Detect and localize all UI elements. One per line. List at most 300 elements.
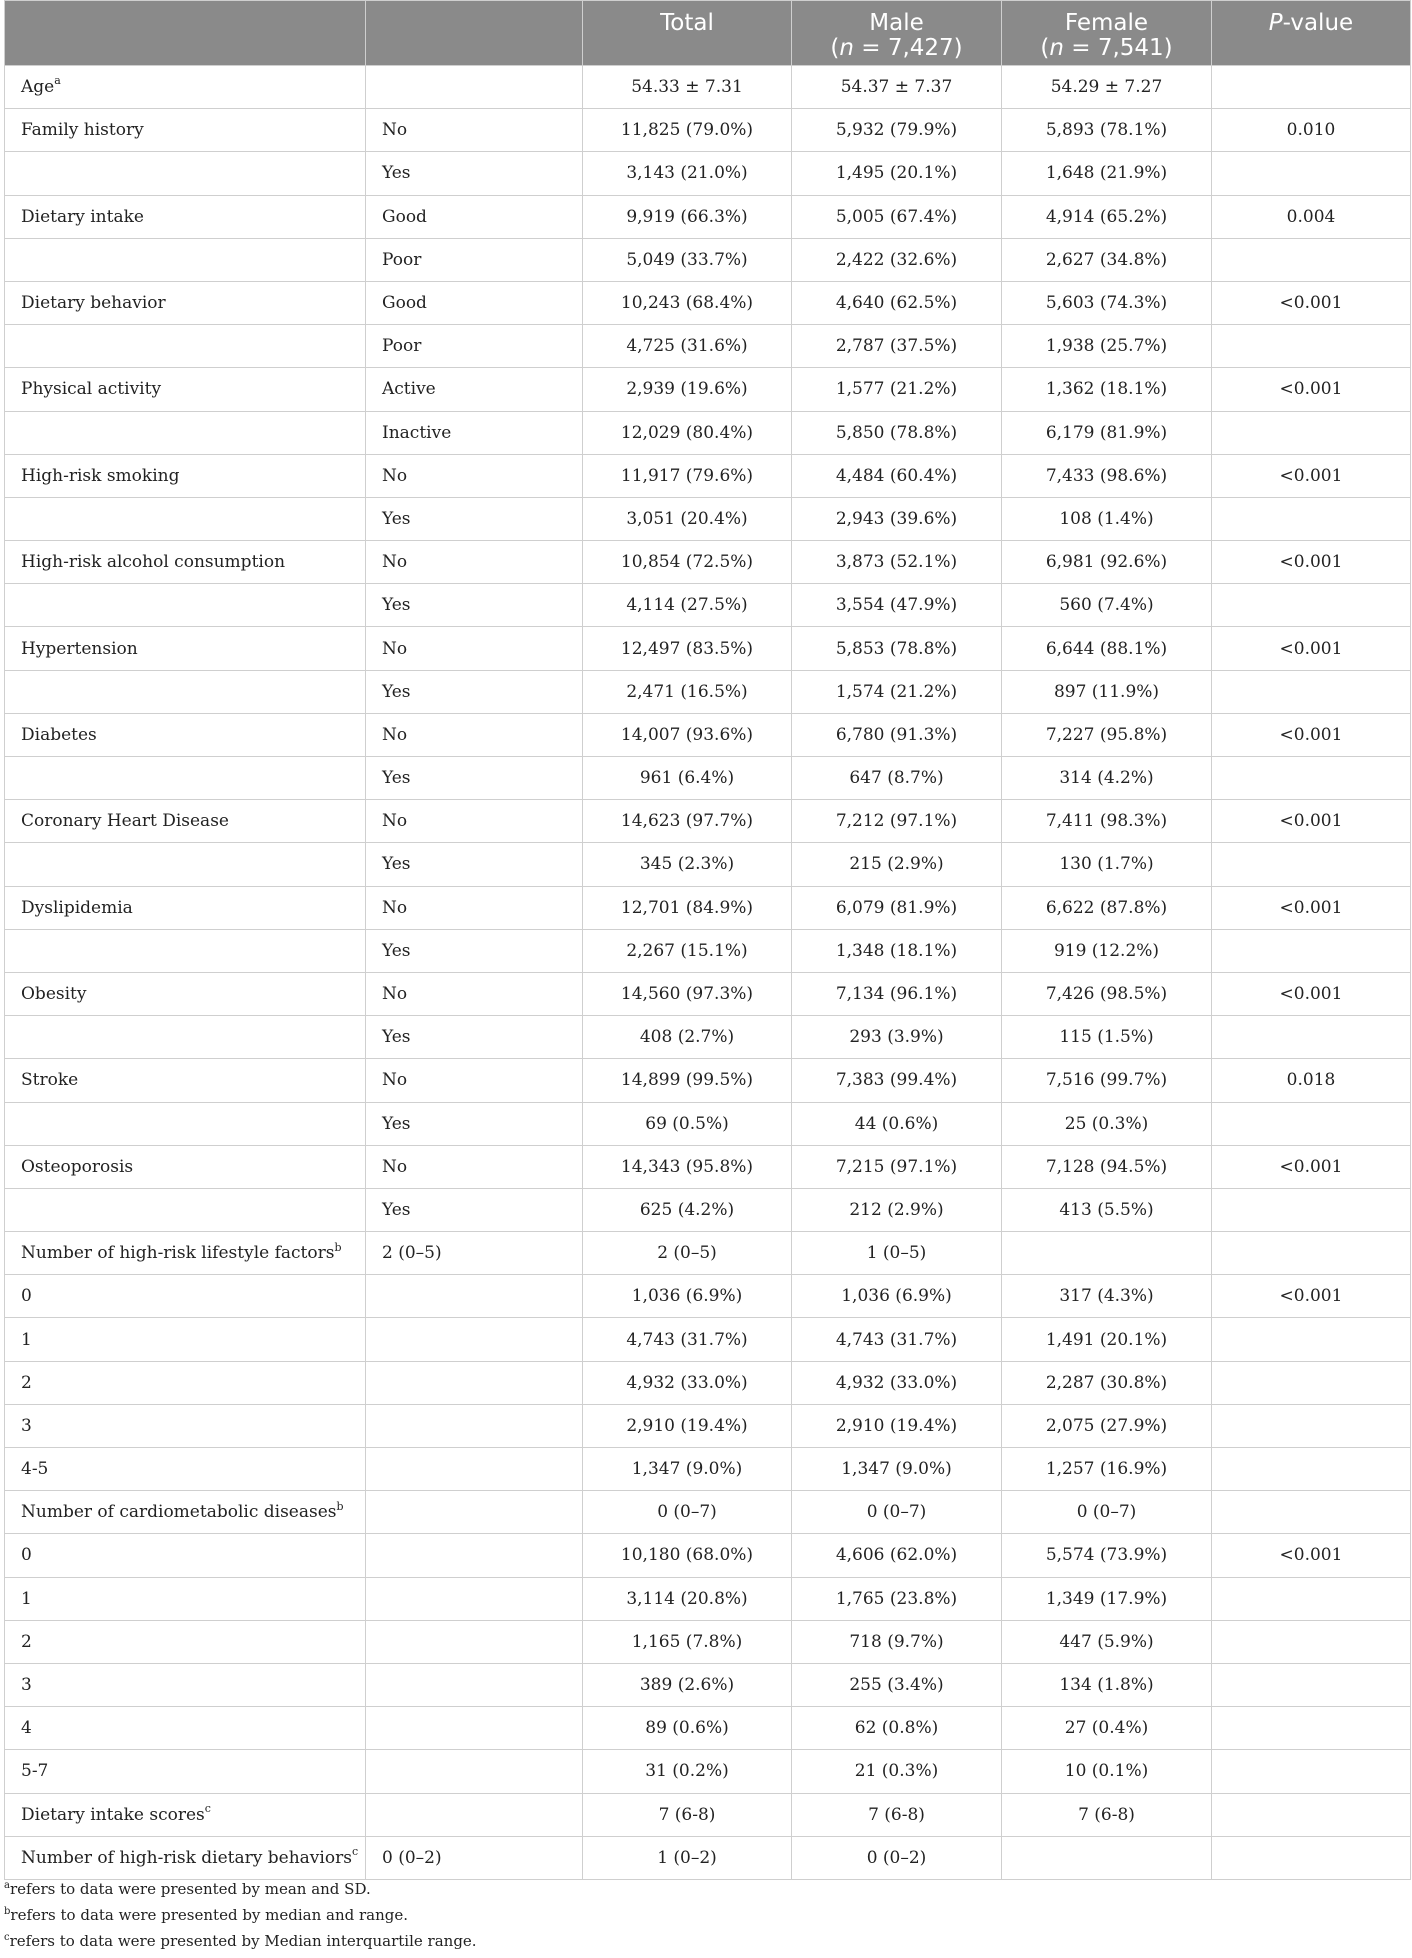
row-level	[366, 1102, 583, 1145]
cell-total-text: 4,114 (27.5%)	[626, 595, 748, 616]
cell-total-text: 1 (0–2)	[657, 1847, 717, 1868]
cell-female-text: 5,574 (73.9%)	[1045, 1545, 1168, 1566]
cell-male	[792, 109, 1002, 152]
cell-female	[1002, 1836, 1212, 1879]
cell-total	[583, 1620, 792, 1663]
cell-p-value	[1212, 541, 1411, 584]
cell-total-text: 3,143 (21.0%)	[626, 163, 748, 184]
cell-female	[1002, 1361, 1212, 1404]
cell-male	[792, 1232, 1002, 1275]
cell-female	[1002, 843, 1212, 886]
row-level	[366, 972, 583, 1015]
cell-male	[792, 713, 1002, 756]
cell-female	[1002, 584, 1212, 627]
cell-male-text: 718 (9.7%)	[849, 1631, 944, 1652]
cell-male-text: 1,495 (20.1%)	[835, 163, 958, 184]
cell-total-text: 10,854 (72.5%)	[620, 552, 754, 573]
cell-male	[792, 972, 1002, 1015]
cell-total-text: 4,725 (31.6%)	[626, 336, 748, 357]
cell-p-value	[1212, 1275, 1411, 1318]
cell-female	[1002, 152, 1212, 195]
cell-female-text: 54.29 ± 7.27	[1050, 77, 1163, 98]
cell-total-text: 12,029 (80.4%)	[620, 422, 754, 443]
cell-female-text: 10 (0.1%)	[1064, 1761, 1149, 1782]
cell-female	[1002, 886, 1212, 929]
cell-total-text: 3,051 (20.4%)	[626, 508, 748, 529]
table-row	[5, 1793, 1411, 1836]
row-label	[5, 800, 366, 843]
table-row	[5, 1663, 1411, 1706]
table-row	[5, 1188, 1411, 1231]
cell-total	[583, 1707, 792, 1750]
header-male-n-prefix: (	[830, 35, 840, 61]
cell-p-value	[1212, 843, 1411, 886]
cell-total	[583, 454, 792, 497]
row-level	[366, 454, 583, 497]
row-level-text: Yes	[382, 163, 411, 184]
cell-female-text: 7 (6-8)	[1078, 1804, 1135, 1825]
row-label	[5, 109, 366, 152]
row-label-text: Dyslipidemia	[21, 897, 133, 918]
row-level-text: Yes	[382, 854, 411, 875]
cell-male-text: 2,943 (39.6%)	[835, 508, 958, 529]
row-level	[366, 1836, 583, 1879]
cell-female	[1002, 1750, 1212, 1793]
cell-male-text: 7,212 (97.1%)	[835, 811, 958, 832]
table-row	[5, 1448, 1411, 1491]
cell-male-text: 4,932 (33.0%)	[835, 1372, 958, 1393]
cell-male-text: 1 (0–5)	[866, 1243, 927, 1264]
header-male-title: Male	[869, 10, 924, 36]
cell-female	[1002, 454, 1212, 497]
row-label	[5, 238, 366, 281]
footnotes	[4, 1876, 477, 1954]
cell-female-text: 1,257 (16.9%)	[1045, 1459, 1168, 1480]
row-level-text: Yes	[382, 1199, 411, 1220]
cell-male-text: 5,932 (79.9%)	[835, 120, 958, 141]
header-total: Total	[583, 1, 792, 66]
cell-female-text: 5,603 (74.3%)	[1045, 293, 1168, 314]
header-row	[5, 1, 1411, 66]
row-level	[366, 195, 583, 238]
table-row	[5, 1620, 1411, 1663]
row-level-text: Yes	[382, 681, 411, 702]
row-label-text: Physical activity	[21, 379, 162, 400]
table-row	[5, 627, 1411, 670]
cell-total	[583, 1663, 792, 1706]
footnote-mark: c	[4, 1932, 10, 1943]
cell-male	[792, 1620, 1002, 1663]
cell-p-value	[1212, 1361, 1411, 1404]
row-label	[5, 929, 366, 972]
cell-female-text: 1,648 (21.9%)	[1045, 163, 1168, 184]
cell-male-text: 7 (6-8)	[868, 1804, 925, 1825]
table-row	[5, 1059, 1411, 1102]
cell-male-text: 21 (0.3%)	[854, 1761, 939, 1782]
cell-total-text: 14,623 (97.7%)	[620, 811, 754, 832]
cell-p-value	[1212, 1793, 1411, 1836]
row-level	[366, 886, 583, 929]
row-label	[5, 411, 366, 454]
header-female-n-var: n	[1049, 35, 1064, 61]
row-label	[5, 584, 366, 627]
row-level-text: Poor	[382, 336, 422, 357]
cell-male	[792, 411, 1002, 454]
table-row	[5, 541, 1411, 584]
cell-male-text: 2,910 (19.4%)	[835, 1415, 958, 1436]
cell-p-value	[1212, 454, 1411, 497]
row-label	[5, 195, 366, 238]
footnote-text: refers to data were presented by median and range.	[10, 1906, 409, 1924]
cell-total-text: 2,471 (16.5%)	[626, 681, 748, 702]
cell-p-value	[1212, 800, 1411, 843]
cell-female	[1002, 713, 1212, 756]
row-level	[366, 1318, 583, 1361]
cell-male-text: 1,577 (21.2%)	[835, 379, 958, 400]
cell-male-text: 5,853 (78.8%)	[835, 638, 958, 659]
cell-male	[792, 627, 1002, 670]
row-level	[366, 497, 583, 540]
table-row	[5, 281, 1411, 324]
cell-p-value	[1212, 929, 1411, 972]
row-label	[5, 454, 366, 497]
cell-total	[583, 195, 792, 238]
table-row	[5, 1232, 1411, 1275]
cell-total	[583, 713, 792, 756]
cell-female-text: 134 (1.8%)	[1059, 1675, 1154, 1696]
row-level	[366, 1145, 583, 1188]
cell-p-value	[1212, 1750, 1411, 1793]
cell-female-text: 25 (0.3%)	[1064, 1113, 1149, 1134]
table-row	[5, 1577, 1411, 1620]
row-level-text: Good	[382, 206, 427, 227]
cell-total	[583, 757, 792, 800]
row-level	[366, 1188, 583, 1231]
header-p-value	[1212, 1, 1411, 66]
row-label	[5, 1016, 366, 1059]
cell-p-value	[1212, 972, 1411, 1015]
row-level	[366, 929, 583, 972]
table-row	[5, 66, 1411, 109]
cell-male	[792, 1102, 1002, 1145]
cell-p-value	[1212, 886, 1411, 929]
table-row	[5, 1836, 1411, 1879]
row-level-text: 2 (0–5)	[382, 1243, 442, 1264]
cell-p-value-text: <0.001	[1279, 724, 1343, 745]
row-label	[5, 1836, 366, 1879]
table-row	[5, 195, 1411, 238]
row-label-text: 2	[21, 1631, 32, 1652]
cell-total-text: 2,910 (19.4%)	[626, 1415, 748, 1436]
row-level	[366, 1232, 583, 1275]
cell-p-value-text: <0.001	[1279, 638, 1343, 659]
cell-female-text: 897 (11.9%)	[1053, 681, 1160, 702]
cell-male-text: 2,422 (32.6%)	[835, 249, 958, 270]
row-level-text: Yes	[382, 595, 411, 616]
cell-male-text: 255 (3.4%)	[849, 1675, 944, 1696]
cell-p-value	[1212, 1663, 1411, 1706]
cell-p-value	[1212, 584, 1411, 627]
row-level	[366, 411, 583, 454]
cell-total	[583, 325, 792, 368]
cell-total-text: 14,899 (99.5%)	[620, 1070, 754, 1091]
row-level	[366, 1620, 583, 1663]
cell-total-text: 1,165 (7.8%)	[631, 1631, 743, 1652]
row-level	[366, 1793, 583, 1836]
cell-male	[792, 1577, 1002, 1620]
table-row	[5, 584, 1411, 627]
table-row	[5, 1750, 1411, 1793]
cell-female-text: 447 (5.9%)	[1059, 1631, 1154, 1652]
cell-female	[1002, 1145, 1212, 1188]
cell-male	[792, 757, 1002, 800]
cell-female	[1002, 1102, 1212, 1145]
cell-p-value	[1212, 1102, 1411, 1145]
row-label	[5, 1707, 366, 1750]
cell-male-text: 2,787 (37.5%)	[835, 336, 958, 357]
cell-p-value	[1212, 1188, 1411, 1231]
cell-male-text: 7,215 (97.1%)	[835, 1156, 958, 1177]
cell-male-text: 5,005 (67.4%)	[835, 206, 958, 227]
cell-female-text: 7,411 (98.3%)	[1045, 811, 1168, 832]
cell-p-value	[1212, 238, 1411, 281]
cell-female	[1002, 497, 1212, 540]
row-label	[5, 152, 366, 195]
row-level	[366, 325, 583, 368]
cell-female-text: 0 (0–7)	[1076, 1502, 1137, 1523]
cell-p-value-text: <0.001	[1279, 811, 1343, 832]
row-label	[5, 368, 366, 411]
cell-total	[583, 929, 792, 972]
cell-female	[1002, 1620, 1212, 1663]
cell-male	[792, 670, 1002, 713]
header-male	[792, 1, 1002, 66]
cell-total	[583, 1275, 792, 1318]
row-level-text: 0 (0–2)	[382, 1847, 442, 1868]
cell-male	[792, 497, 1002, 540]
row-level	[366, 1016, 583, 1059]
row-level	[366, 1361, 583, 1404]
table-row	[5, 1361, 1411, 1404]
cell-female	[1002, 800, 1212, 843]
row-level-text: Good	[382, 293, 427, 314]
cell-p-value	[1212, 195, 1411, 238]
cell-p-value	[1212, 1145, 1411, 1188]
table-row	[5, 757, 1411, 800]
footnote-mark: b	[4, 1906, 11, 1917]
row-label-text: Obesity	[21, 984, 87, 1005]
cell-female	[1002, 1318, 1212, 1361]
cell-total	[583, 1448, 792, 1491]
cell-male-text: 1,036 (6.9%)	[841, 1286, 952, 1307]
cell-total-text: 4,743 (31.7%)	[626, 1329, 748, 1350]
row-level-text: No	[382, 638, 408, 659]
row-label	[5, 1361, 366, 1404]
table-row	[5, 886, 1411, 929]
cell-male-text: 62 (0.8%)	[854, 1718, 939, 1739]
cell-female-text: 413 (5.5%)	[1059, 1199, 1154, 1220]
cell-total	[583, 1491, 792, 1534]
cell-female	[1002, 1577, 1212, 1620]
cell-female	[1002, 66, 1212, 109]
cell-male-text: 7,134 (96.1%)	[835, 984, 958, 1005]
cell-p-value	[1212, 152, 1411, 195]
header-female	[1002, 1, 1212, 66]
cell-female-text: 317 (4.3%)	[1059, 1286, 1154, 1307]
row-label-text: 3	[21, 1675, 32, 1696]
cell-female	[1002, 1663, 1212, 1706]
cell-total-text: 5,049 (33.7%)	[626, 249, 748, 270]
cell-male-text: 0 (0–7)	[866, 1502, 927, 1523]
cell-female	[1002, 1793, 1212, 1836]
cell-female	[1002, 541, 1212, 584]
table-row	[5, 1534, 1411, 1577]
cell-male	[792, 1361, 1002, 1404]
row-level	[366, 1750, 583, 1793]
cell-total-text: 54.33 ± 7.31	[631, 77, 743, 98]
cell-total	[583, 1232, 792, 1275]
table-row	[5, 1016, 1411, 1059]
table-row	[5, 670, 1411, 713]
footnote-text: refers to data were presented by Median interquartile range.	[9, 1932, 477, 1950]
cell-total	[583, 800, 792, 843]
cell-male-text: 215 (2.9%)	[849, 854, 944, 875]
cell-total	[583, 886, 792, 929]
table-row	[5, 1145, 1411, 1188]
row-label	[5, 541, 366, 584]
cell-total	[583, 1145, 792, 1188]
cell-total-text: 12,497 (83.5%)	[620, 638, 754, 659]
cell-total-text: 14,007 (93.6%)	[620, 724, 754, 745]
cell-total-text: 14,343 (95.8%)	[620, 1156, 754, 1177]
cell-female-text: 1,938 (25.7%)	[1045, 336, 1168, 357]
row-level-text: Yes	[382, 508, 411, 529]
row-label-text: 3	[21, 1415, 32, 1436]
cell-female-text: 919 (12.2%)	[1053, 940, 1160, 961]
row-level	[366, 1663, 583, 1706]
cell-p-value	[1212, 670, 1411, 713]
footnote-marker: c	[351, 1845, 359, 1859]
cell-male-text: 54.37 ± 7.37	[840, 77, 953, 98]
cell-female	[1002, 368, 1212, 411]
row-label	[5, 1232, 366, 1275]
table-row	[5, 238, 1411, 281]
cell-total-text: 7 (6-8)	[658, 1804, 716, 1825]
cell-female	[1002, 972, 1212, 1015]
cell-male	[792, 1145, 1002, 1188]
row-label	[5, 66, 366, 109]
cell-female	[1002, 1534, 1212, 1577]
cell-female-text: 1,491 (20.1%)	[1045, 1329, 1168, 1350]
header-female-n-prefix: (	[1040, 35, 1050, 61]
cell-total	[583, 497, 792, 540]
table-row	[5, 1404, 1411, 1447]
row-label	[5, 1620, 366, 1663]
cell-total-text: 11,825 (79.0%)	[620, 120, 754, 141]
table-header	[5, 1, 1411, 66]
table-container	[4, 0, 1410, 1880]
row-level	[366, 1707, 583, 1750]
footnote-mark: a	[4, 1880, 10, 1891]
row-level	[366, 66, 583, 109]
row-label-text: Number of cardiometabolic diseases	[21, 1502, 337, 1523]
row-level	[366, 1404, 583, 1447]
cell-total	[583, 1793, 792, 1836]
cell-female-text: 314 (4.2%)	[1059, 768, 1154, 789]
cell-total	[583, 66, 792, 109]
row-level-text: Poor	[382, 249, 422, 270]
table-row	[5, 152, 1411, 195]
table-row	[5, 972, 1411, 1015]
cell-male	[792, 843, 1002, 886]
cell-p-value	[1212, 627, 1411, 670]
cell-female-text: 7,516 (99.7%)	[1045, 1070, 1168, 1091]
cell-female	[1002, 1491, 1212, 1534]
row-label-text: 5-7	[21, 1761, 49, 1782]
row-level-text: No	[382, 1156, 408, 1177]
cell-female	[1002, 929, 1212, 972]
cell-total	[583, 1016, 792, 1059]
cell-male	[792, 1793, 1002, 1836]
cell-total-text: 10,243 (68.4%)	[620, 293, 754, 314]
cell-total	[583, 670, 792, 713]
cell-male	[792, 1663, 1002, 1706]
footnote	[4, 1902, 477, 1928]
table-row	[5, 1275, 1411, 1318]
cell-total-text: 0 (0–7)	[657, 1502, 717, 1523]
cell-male	[792, 1275, 1002, 1318]
table-row	[5, 800, 1411, 843]
cell-p-value-text: <0.001	[1279, 552, 1343, 573]
cell-male-text: 1,574 (21.2%)	[835, 681, 958, 702]
cell-female-text: 27 (0.4%)	[1064, 1718, 1149, 1739]
cell-male	[792, 1448, 1002, 1491]
cell-total-text: 1,036 (6.9%)	[631, 1286, 743, 1307]
cell-p-value-text: <0.001	[1279, 1286, 1343, 1307]
cell-total-text: 2,939 (19.6%)	[626, 379, 748, 400]
cell-female-text: 7,227 (95.8%)	[1045, 724, 1168, 745]
table-row	[5, 454, 1411, 497]
cell-male-text: 4,640 (62.5%)	[835, 293, 958, 314]
cell-total-text: 10,180 (68.0%)	[620, 1545, 754, 1566]
row-level	[366, 281, 583, 324]
table-row	[5, 1102, 1411, 1145]
cell-male-text: 5,850 (78.8%)	[835, 422, 958, 443]
cell-male	[792, 1059, 1002, 1102]
row-level-text: Yes	[382, 1027, 411, 1048]
cell-p-value	[1212, 1620, 1411, 1663]
cell-total	[583, 1188, 792, 1231]
cell-male-text: 212 (2.9%)	[849, 1199, 944, 1220]
cell-female-text: 4,914 (65.2%)	[1045, 206, 1168, 227]
row-label-text: Osteoporosis	[21, 1156, 134, 1177]
cell-male-text: 6,780 (91.3%)	[835, 724, 958, 745]
cell-p-value	[1212, 368, 1411, 411]
cell-male-text: 44 (0.6%)	[854, 1113, 939, 1134]
cell-female	[1002, 281, 1212, 324]
row-level	[366, 584, 583, 627]
row-label	[5, 972, 366, 1015]
cell-male	[792, 1016, 1002, 1059]
header-male-n	[798, 36, 995, 61]
row-label	[5, 1404, 366, 1447]
cell-total	[583, 281, 792, 324]
row-level	[366, 670, 583, 713]
cell-total-text: 1,347 (9.0%)	[631, 1459, 743, 1480]
row-label-text: 4	[21, 1718, 32, 1739]
cell-total	[583, 1836, 792, 1879]
cell-p-value-text: <0.001	[1279, 984, 1343, 1005]
